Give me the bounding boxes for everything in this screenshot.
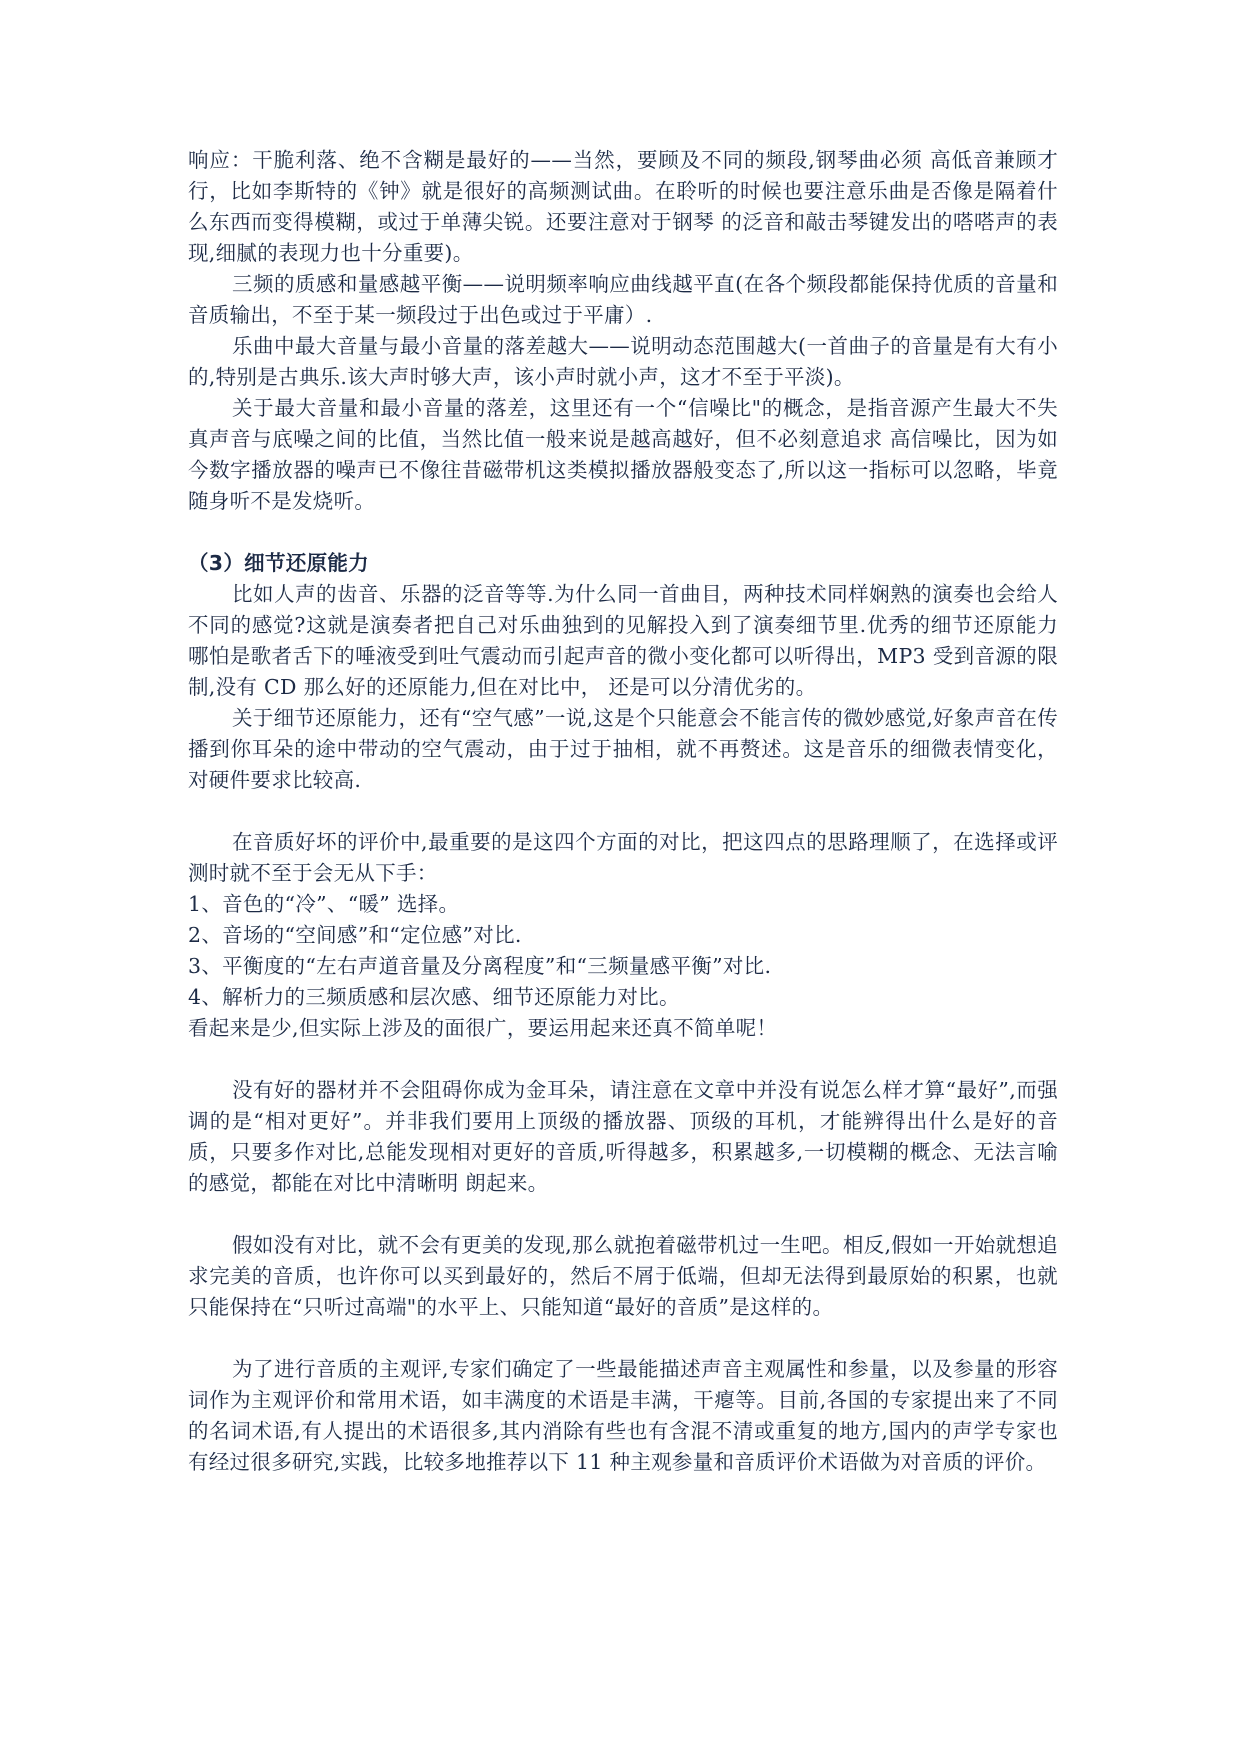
section-heading-detail-restoration: （3）细节还原能力 xyxy=(188,551,369,575)
paragraph-dynamic-range: 乐曲中最大音量与最小音量的落差越大——说明动态范围越大(一首曲子的音量是有大有小的,特别是古典乐.该大声时够大声，该小声时就小声，这才不至于平淡)。 xyxy=(188,334,1058,389)
paragraph-golden-ears: 没有好的器材并不会阻碍你成为金耳朵，请注意在文章中并没有说怎么样才算“最好”,而强调的是“相对更好”。并非我们要用上顶级的播放器、顶级的耳机，才能辨得出什么是好的音质，只要多作对比,总能发现相对更好的音质,听得越多，积累越多,一切模糊的概念、无法言喻的感觉，都能在对比中清晰明 朗起来。 xyxy=(188,1078,1058,1195)
list-item: 4、解析力的三频质感和层次感、细节还原能力对比。 xyxy=(188,985,680,1009)
paragraph-comparison: 假如没有对比，就不会有更美的发现,那么就抱着磁带机过一生吧。相反,假如一开始就想追求完美的音质，也许你可以买到最好的，然后不屑于低端，但却无法得到最原始的积累，也就只能保持在“只听过高端"的水平上、只能知道“最好的音质”是这样的。 xyxy=(188,1233,1058,1319)
paragraph-response: 响应：干脆利落、绝不含糊是最好的——当然，要顾及不同的频段,钢琴曲必须 高低音兼顾才行，比如李斯特的《钟》就是很好的高频测试曲。在聆听的时候也要注意乐曲是否像是隔着什么东西而变得模糊，或过于单薄尖锐。还要注意对于钢琴 的泛音和敲击琴键发出的嗒嗒声的表现,细腻的表现力也十分重要)。 xyxy=(188,148,1058,265)
list-item: 3、平衡度的“左右声道音量及分离程度”和“三频量感平衡”对比. xyxy=(188,954,772,978)
paragraph-summary: 看起来是少,但实际上涉及的面很广，要运用起来还真不简单呢！ xyxy=(188,1016,778,1040)
paragraph-air-feeling: 关于细节还原能力，还有“空气感”一说,这是个只能意会不能言传的微妙感觉,好象声音在传播到你耳朵的途中带动的空气震动，由于过于抽相，就不再赘述。这是音乐的细微表情变化，对硬件要求比较高. xyxy=(188,706,1058,792)
document-page xyxy=(188,145,1058,1478)
paragraph-evaluation-intro: 在音质好坏的评价中,最重要的是这四个方面的对比，把这四点的思路理顺了，在选择或评测时就不至于会无从下手： xyxy=(188,830,1058,885)
paragraph-subjective-terms: 为了进行音质的主观评,专家们确定了一些最能描述声音主观属性和参量，以及参量的形容词作为主观评价和常用术语，如丰满度的术语是丰满，干瘪等。目前,各国的专家提出来了不同的名词术语,有人提出的术语很多,其内消除有些也有含混不清或重复的地方,国内的声学专家也有经过很多研究,实践，比较多地推荐以下 11 种主观参量和音质评价术语做为对音质的评价。 xyxy=(188,1357,1058,1474)
list-item: 1、音色的“冷”、“暖” 选择。 xyxy=(188,892,460,916)
spacer xyxy=(188,1323,1058,1354)
spacer xyxy=(188,517,1058,548)
spacer xyxy=(188,1199,1058,1230)
spacer xyxy=(188,796,1058,827)
spacer xyxy=(188,1044,1058,1075)
paragraph-signal-to-noise: 关于最大音量和最小音量的落差，这里还有一个“信噪比"的概念，是指音源产生最大不失真声音与底噪之间的比值，当然比值一般来说是越高越好，但不必刻意追求 高信噪比，因为如今数字播放器的噪声已不像往昔磁带机这类模拟播放器般变态了,所以这一指标可以忽略，毕竟随身听不是发烧听。 xyxy=(188,396,1058,513)
paragraph-detail-examples: 比如人声的齿音、乐器的泛音等等.为什么同一首曲目，两种技术同样娴熟的演奏也会给人不同的感觉?这就是演奏者把自己对乐曲独到的见解投入到了演奏细节里.优秀的细节还原能力哪怕是歌者舌下的唾液受到吐气震动而引起声音的微小变化都可以听得出，MP3 受到音源的限制,没有 CD 那么好的还原能力,但在对比中， 还是可以分清优劣的。 xyxy=(188,582,1058,699)
paragraph-three-band-balance: 三频的质感和量感越平衡——说明频率响应曲线越平直(在各个频段都能保持优质的音量和音质输出，不至于某一频段过于出色或过于平庸）. xyxy=(188,272,1058,327)
list-item: 2、音场的“空间感”和“定位感”对比. xyxy=(188,923,522,947)
evaluation-list xyxy=(188,889,1058,1013)
